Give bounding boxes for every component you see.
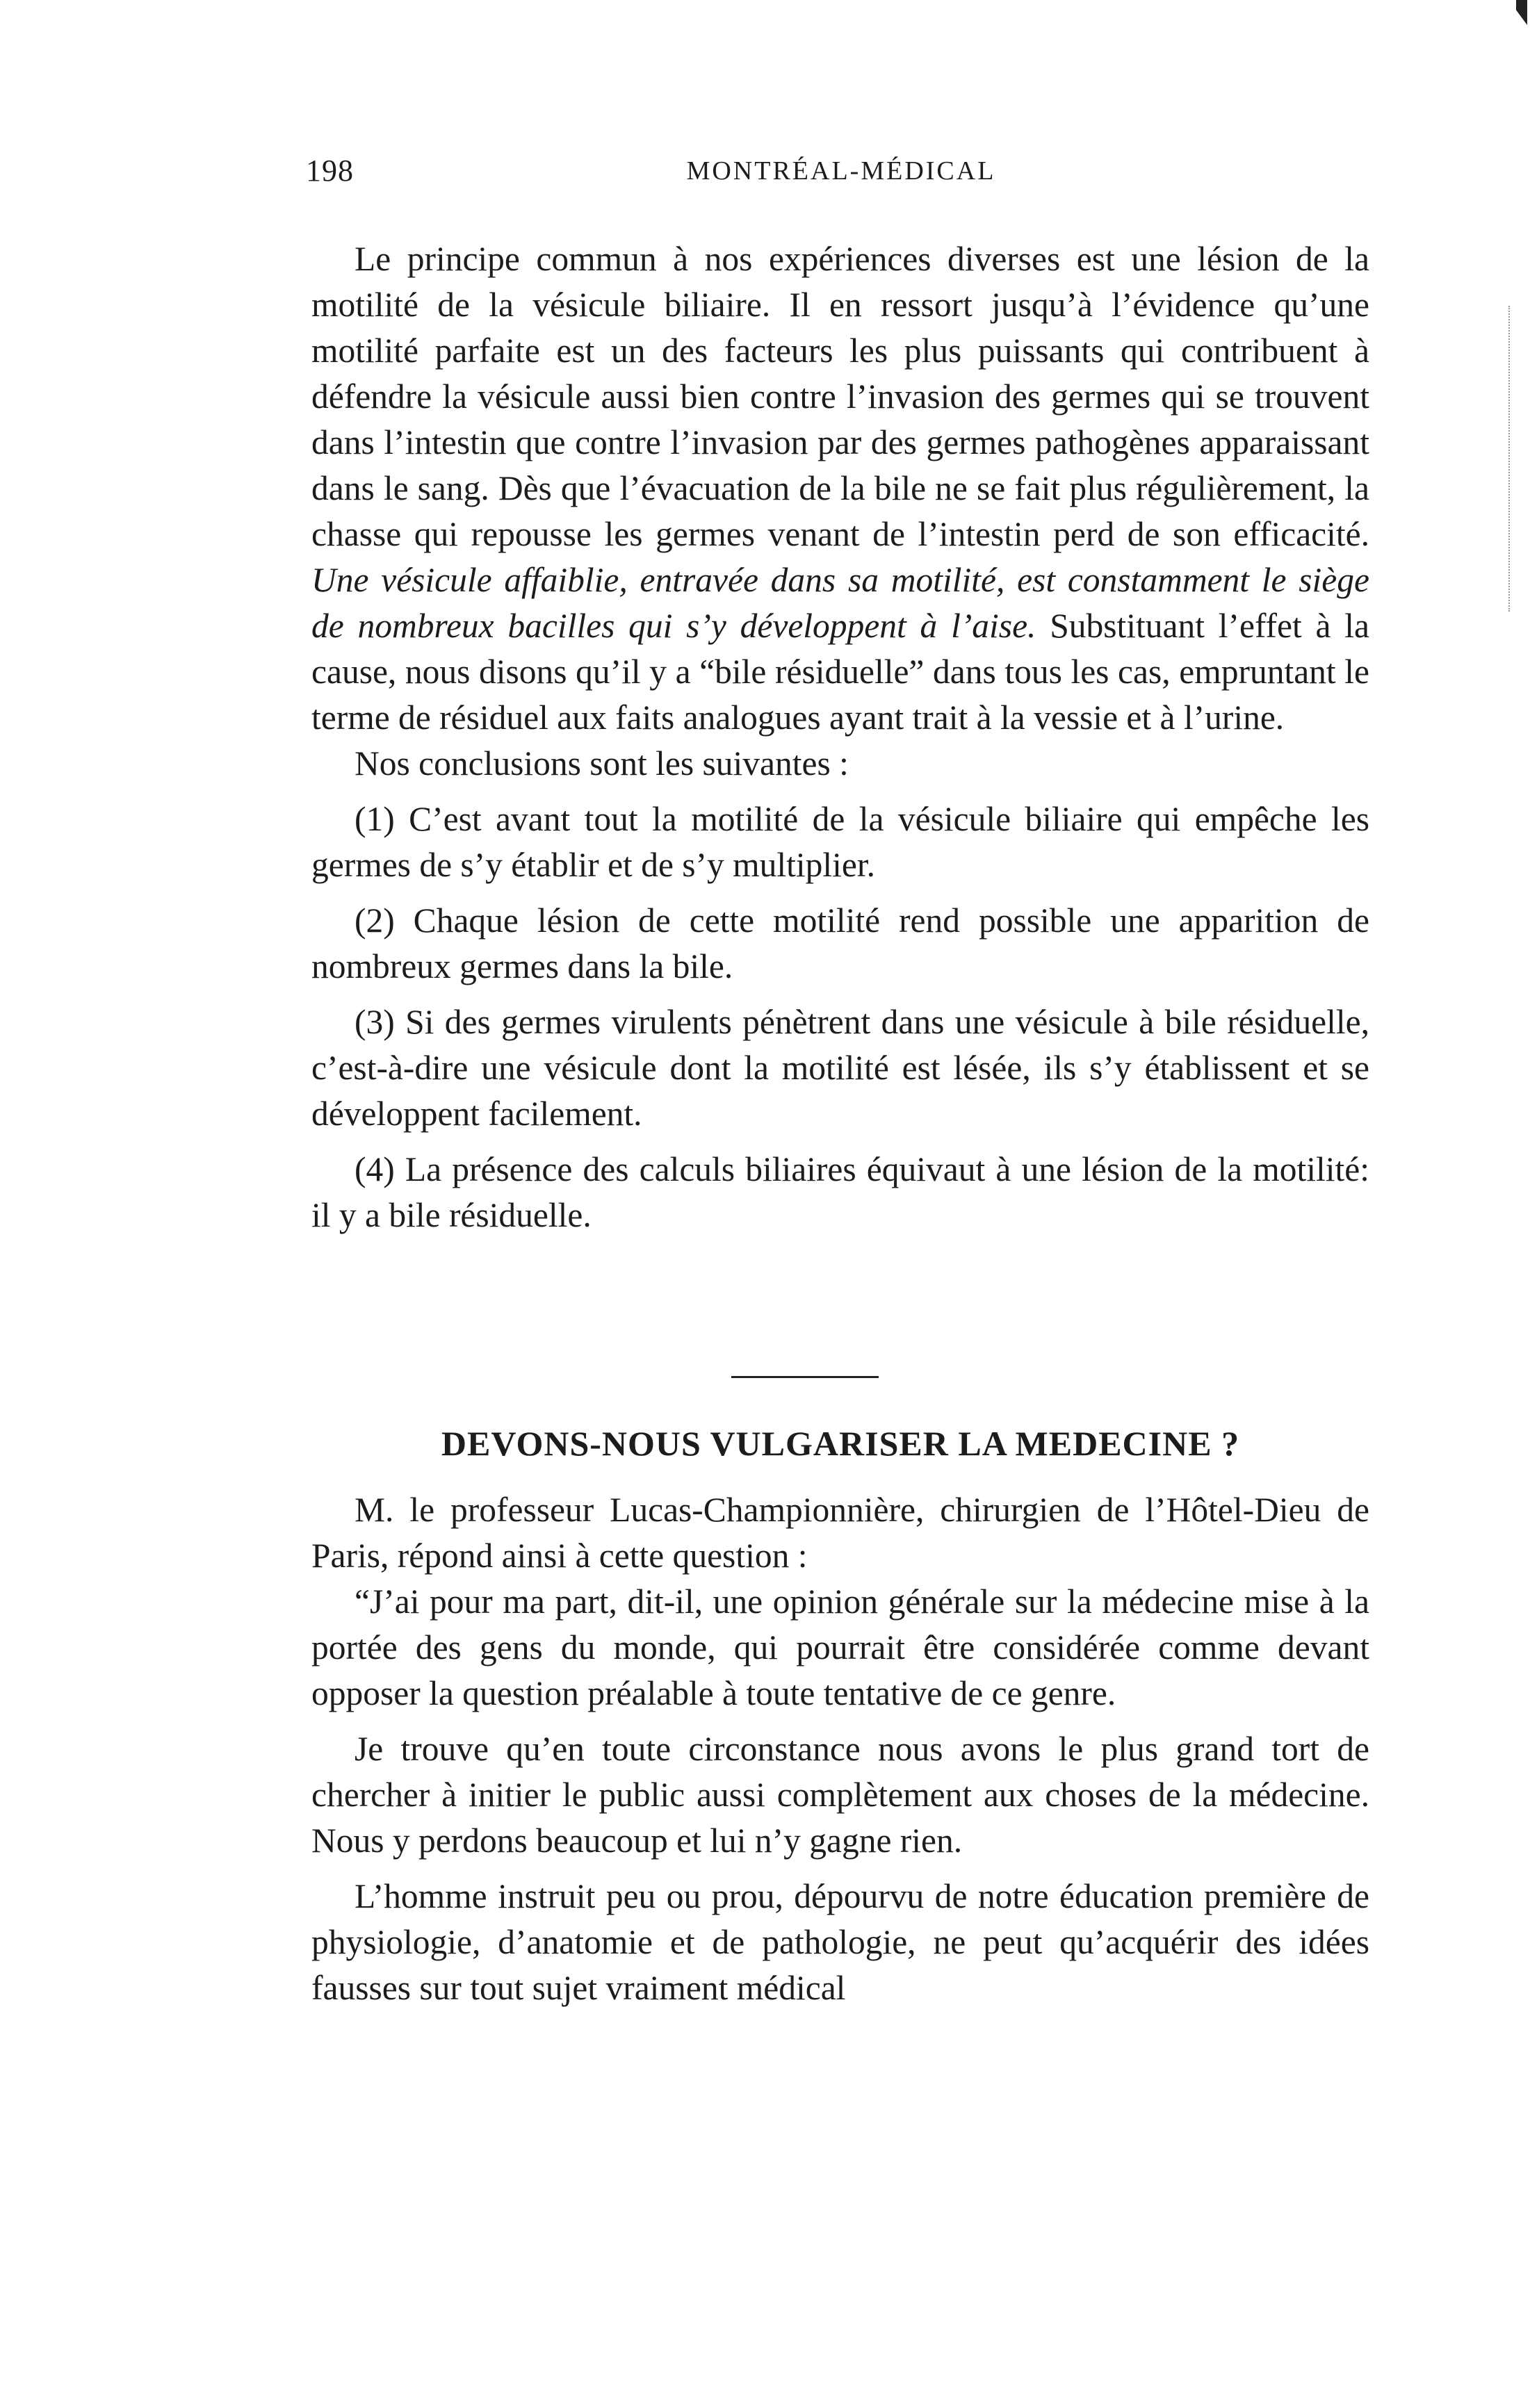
conclusion-item-2: (2) Chaque lésion de cette motilité rend possible une apparition de nombreux germes dans la bile. — [311, 901, 1369, 985]
conclusion-item-1: (1) C’est avant tout la motilité de la vésicule biliaire qui empêche les germes de s’y établir et de s’y multiplier. — [311, 800, 1369, 884]
scan-corner-mark — [1513, 0, 1527, 25]
conclusions-section — [311, 236, 1369, 1238]
conclusion-item-3: (3) Si des germes virulents pénètrent dans une vésicule à bile résiduelle, c’est-à-dire une vésicule dont la motilité est lésée, ils s’y établissent et se développent facilement. — [311, 1003, 1369, 1133]
paragraph-public: Je trouve qu’en toute circonstance nous avons le plus grand tort de chercher à initier le public aussi complètement aux choses de la médecine. Nous y perdons beaucoup et lui n’y gagne rien. — [311, 1730, 1369, 1860]
paragraph-educated-man: L’homme instruit peu ou prou, dépourvu de notre éducation première de physiologie, d’anatomie et de pathologie, ne peut qu’acquérir des idées fausses sur tout sujet vraiment médical — [311, 1877, 1369, 2007]
vulgariser-section — [311, 1487, 1369, 2011]
margin-dotted-line — [1508, 306, 1510, 612]
journal-title: MONTRÉAL-MÉDICAL — [686, 156, 996, 186]
section-title: DEVONS-NOUS VULGARISER LA MEDECINE ? — [441, 1424, 1240, 1463]
running-head — [306, 153, 1376, 202]
paragraph-text: Le principe commun à nos expériences diverses est une lésion de la motilité de la vésicule biliaire. Il en ressort jusqu’à l’évidence qu’une motilité parfaite est un des facteurs les plus puissants qui contribuent à défendre la vésicule aussi bien contre l’invasion des germes qui se trouvent dans l’intestin que contre l’invasion par des germes pathogènes apparaissant dans le sang. Dès que l’évacuation de la bile ne se fait plus régulièrement, la chasse qui repousse les germes venant de l’intestin perd de son efficacité. — [311, 240, 1369, 553]
paragraph-conclusions-intro: Nos conclusions sont les suivantes : — [355, 744, 849, 783]
section-divider — [731, 1376, 879, 1378]
conclusion-item-4: (4) La présence des calculs biliaires équivaut à une lésion de la motilité: il y a bile résiduelle. — [311, 1150, 1369, 1234]
paragraph-intro: M. le professeur Lucas-Championnière, chirurgien de l’Hôtel-Dieu de Paris, répond ainsi à cette question : — [311, 1491, 1369, 1575]
paragraph-opinion: “J’ai pour ma part, dit-il, une opinion générale sur la médecine mise à la portée des gens du monde, qui pourrait être considérée comme devant opposer la question préalable à toute tentative de ce genre. — [311, 1582, 1369, 1712]
paragraph-motility — [311, 236, 1369, 741]
paragraph-text: Substituant l’effet à la cause, nous disons qu’il y a “bile résiduelle” dans tous les cas, empruntant le terme de résiduel aux faits analogues ayant trait à la vessie et à l’urine. — [311, 607, 1369, 737]
italic-emphasis: Une vésicule affaiblie, entravée dans sa motilité, est constamment le siège de nombreux bacilles qui s’y développent à l’aise. — [311, 561, 1369, 645]
page-number: 198 — [306, 154, 354, 188]
